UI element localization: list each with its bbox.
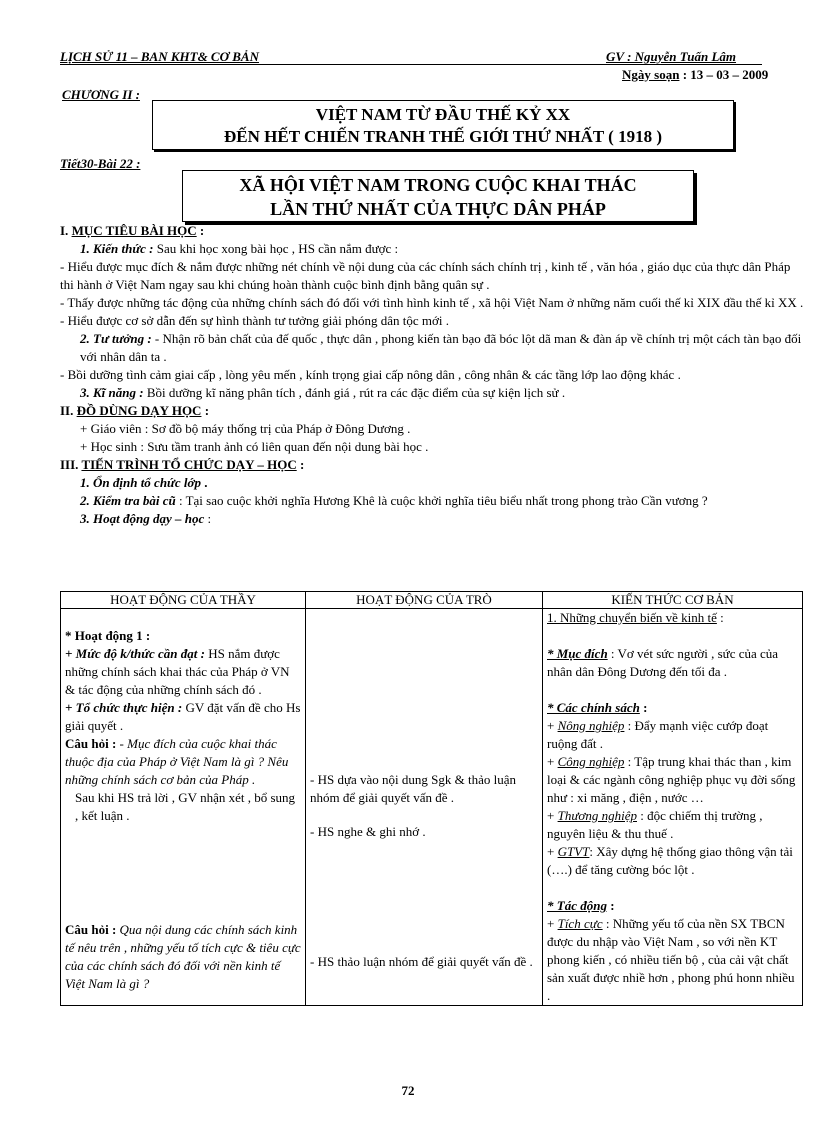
process-step-3: 3. Hoạt động dạy – học :: [80, 511, 212, 526]
attitude-label: 2. Tư tưởng :: [80, 331, 152, 346]
impact-heading: * Tác động :: [547, 898, 615, 913]
policy-industry: + Công nghiệp : Tập trung khai thác than , kim loại & các ngành công nghiệp phục vụ đời sống như : xi măng , điện , nước …: [547, 754, 796, 805]
lesson-code: Tiết30-Bài 22 :: [60, 156, 141, 171]
date-label: Ngày soạn: [622, 67, 680, 82]
materials-student: + Học sinh : Sưu tầm tranh ảnh có liên quan đến nội dung bài học .: [80, 439, 429, 454]
header-teacher: GV : Nguyễn Tuấn Lâm: [606, 49, 737, 64]
section-objectives-heading: I. MỤC TIÊU BÀI HỌC :: [60, 223, 205, 238]
date-value: : 13 – 03 – 2009: [679, 67, 769, 82]
knowledge-label: 1. Kiến thức :: [80, 241, 154, 256]
section-process-heading: III. TIẾN TRÌNH TỔ CHỨC DẠY – HỌC :: [60, 457, 305, 472]
header-subject: LỊCH SỬ 11 – BAN KHT& CƠ BẢN: [60, 49, 259, 64]
knowledge-point-3: - Hiểu được cơ sở dẫn đến sự hình thành tư tưởng giải phóng dân tộc mới .: [60, 313, 449, 328]
lesson-title-line-1: XÃ HỘI VIỆT NAM TRONG CUỘC KHAI THÁC: [239, 175, 637, 195]
chapter-title-line-2: ĐẾN HẾT CHIẾN TRANH THẾ GIỚI THỨ NHẤT ( 1918 ): [224, 127, 662, 146]
header-student-activity: HOẠT ĐỘNG CỦA TRÒ: [306, 592, 543, 609]
attitude-paragraph: 2. Tư tưởng : - Nhận rõ bản chất của đế quốc , thực dân , phong kiến tàn bạo đã bóc lột dã man & đàn áp về chính trị một cách tàn bạo đối với nhân dân ta .: [80, 331, 802, 364]
purpose-paragraph: * Mục đích : Vơ vét sức người , sức của của nhân dân Đông Dương đến tối đa .: [547, 646, 779, 679]
impact-positive: + Tích cực : Những yếu tố của nền SX TBCN được du nhập vào Việt Nam , so với nền KT phong kiến , có nhiều tiến bộ , của cải vật chất sản xuất được nhiề hơn , phong phú honn nhiều .: [547, 916, 795, 1003]
student-answer-1: - HS dựa vào nội dung Sgk & thảo luận nhóm để giải quyết vấn đề .: [310, 772, 517, 805]
student-answer-3: - HS thảo luận nhóm để giải quyết vấn đề .: [310, 954, 533, 969]
knowledge-point-2: - Thấy được những tác động của những chính sách đó đối với tình hình kinh tế , xã hội Việt Nam ở những năm cuối thế kỉ XIX đầu thế kỉ XX .: [60, 295, 804, 310]
question-2: Câu hỏi : Qua nội dung các chính sách kinh tế nêu trên , những yếu tố tích cực & tiêu cực của các chính sách đó đối với nền kinh tế Việt Nam là gì ?: [65, 922, 301, 991]
chapter-title-box: [152, 100, 734, 150]
table-row: [61, 609, 803, 1006]
process-step-1: 1. Ổn định tổ chức lớp .: [80, 475, 208, 490]
review-label: 2. Kiểm tra bài cũ: [80, 493, 176, 508]
chapter-label: CHƯƠNG II :: [62, 87, 140, 102]
knowledge-heading-1: 1. Những chuyển biến về kinh tế :: [547, 610, 724, 625]
chapter-title-line-1: VIỆT NAM TỪ ĐẦU THẾ KỶ XX: [315, 105, 571, 124]
skills-label: 3. Kĩ năng :: [80, 385, 144, 400]
lesson-title-line-2: LẦN THỨ NHẤT CỦA THỰC DÂN PHÁP: [270, 199, 606, 219]
lesson-title-box: [182, 170, 694, 222]
teacher-conclusion: Sau khi HS trả lời , GV nhận xét , bổ sung , kết luận .: [75, 790, 296, 823]
teacher-activity-cell: [61, 609, 306, 1006]
student-activity-cell: [306, 609, 543, 1006]
policies-heading: * Các chính sách :: [547, 700, 648, 715]
policy-transport: + GTVT: Xây dựng hệ thống giao thông vận tải (….) để tăng cường bóc lột .: [547, 844, 793, 877]
policy-agriculture: + Nông nghiệp : Đẩy mạnh việc cướp đoạt ruộng đất .: [547, 718, 769, 751]
header-rule: [60, 64, 762, 65]
activity-1-label: * Hoạt động 1 :: [65, 628, 151, 643]
activities-table: [60, 591, 803, 1006]
student-answer-2: - HS nghe & ghi nhớ .: [310, 824, 426, 839]
header-teacher-activity: HOẠT ĐỘNG CỦA THẦY: [61, 592, 306, 609]
objective-paragraph: + Mức độ k/thức cần đạt : HS nắm được những chính sách khai thác của Pháp ở VN & tác động của những chính sách đó .: [65, 646, 290, 697]
section-materials-heading: II. ĐỒ DÙNG DẠY HỌC :: [60, 403, 210, 418]
skills-paragraph: 3. Kĩ năng : Bồi dưỡng kĩ năng phân tích , đánh giá , rút ra các đặc điểm của sự kiện lịch sử .: [80, 385, 566, 400]
knowledge-intro: 1. Kiến thức : Sau khi học xong bài học , HS cần nắm được :: [80, 241, 399, 256]
page-number: 72: [401, 1083, 415, 1098]
organize-paragraph: + Tổ chức thực hiện : GV đặt vấn đề cho Hs giải quyết .: [65, 700, 301, 733]
lesson-body: [60, 222, 804, 528]
header-date: [622, 67, 768, 83]
materials-teacher: + Giáo viên : Sơ đồ bộ máy thống trị của Pháp ở Đông Dương .: [80, 421, 411, 436]
header-basic-knowledge: KIẾN THỨC CƠ BẢN: [543, 592, 803, 609]
question-1: Câu hỏi : - Mục đích của cuộc khai thác thuộc địa của Pháp ở Việt Nam là gì ? Nêu những chính sách cơ bản của Pháp .: [65, 736, 289, 787]
table-header-row: [61, 592, 803, 609]
knowledge-point-1: - Hiểu được mục đích & nắm được những nét chính về nội dung của các chính sách chính trị , kinh tế , văn hóa , giáo dục của thực dân Pháp thi hành ở Việt Nam ngay sau khi chúng hoàn thành cuộc bình định bằng quân sự .: [60, 259, 791, 292]
process-step-2: 2. Kiểm tra bài cũ : Tại sao cuộc khởi nghĩa Hương Khê là cuộc khởi nghĩa tiêu biểu nhất trong phong trào Cần vương ?: [80, 493, 708, 508]
attitude-point-2: - Bồi dưỡng tình cảm giai cấp , lòng yêu mến , kính trọng giai cấp nông dân , công nhân & các tầng lớp lao động khác .: [60, 367, 681, 382]
basic-knowledge-cell: [543, 609, 803, 1006]
policy-commerce: + Thương nghiệp : độc chiếm thị trường , nguyên liệu & thu thuế .: [547, 808, 763, 841]
